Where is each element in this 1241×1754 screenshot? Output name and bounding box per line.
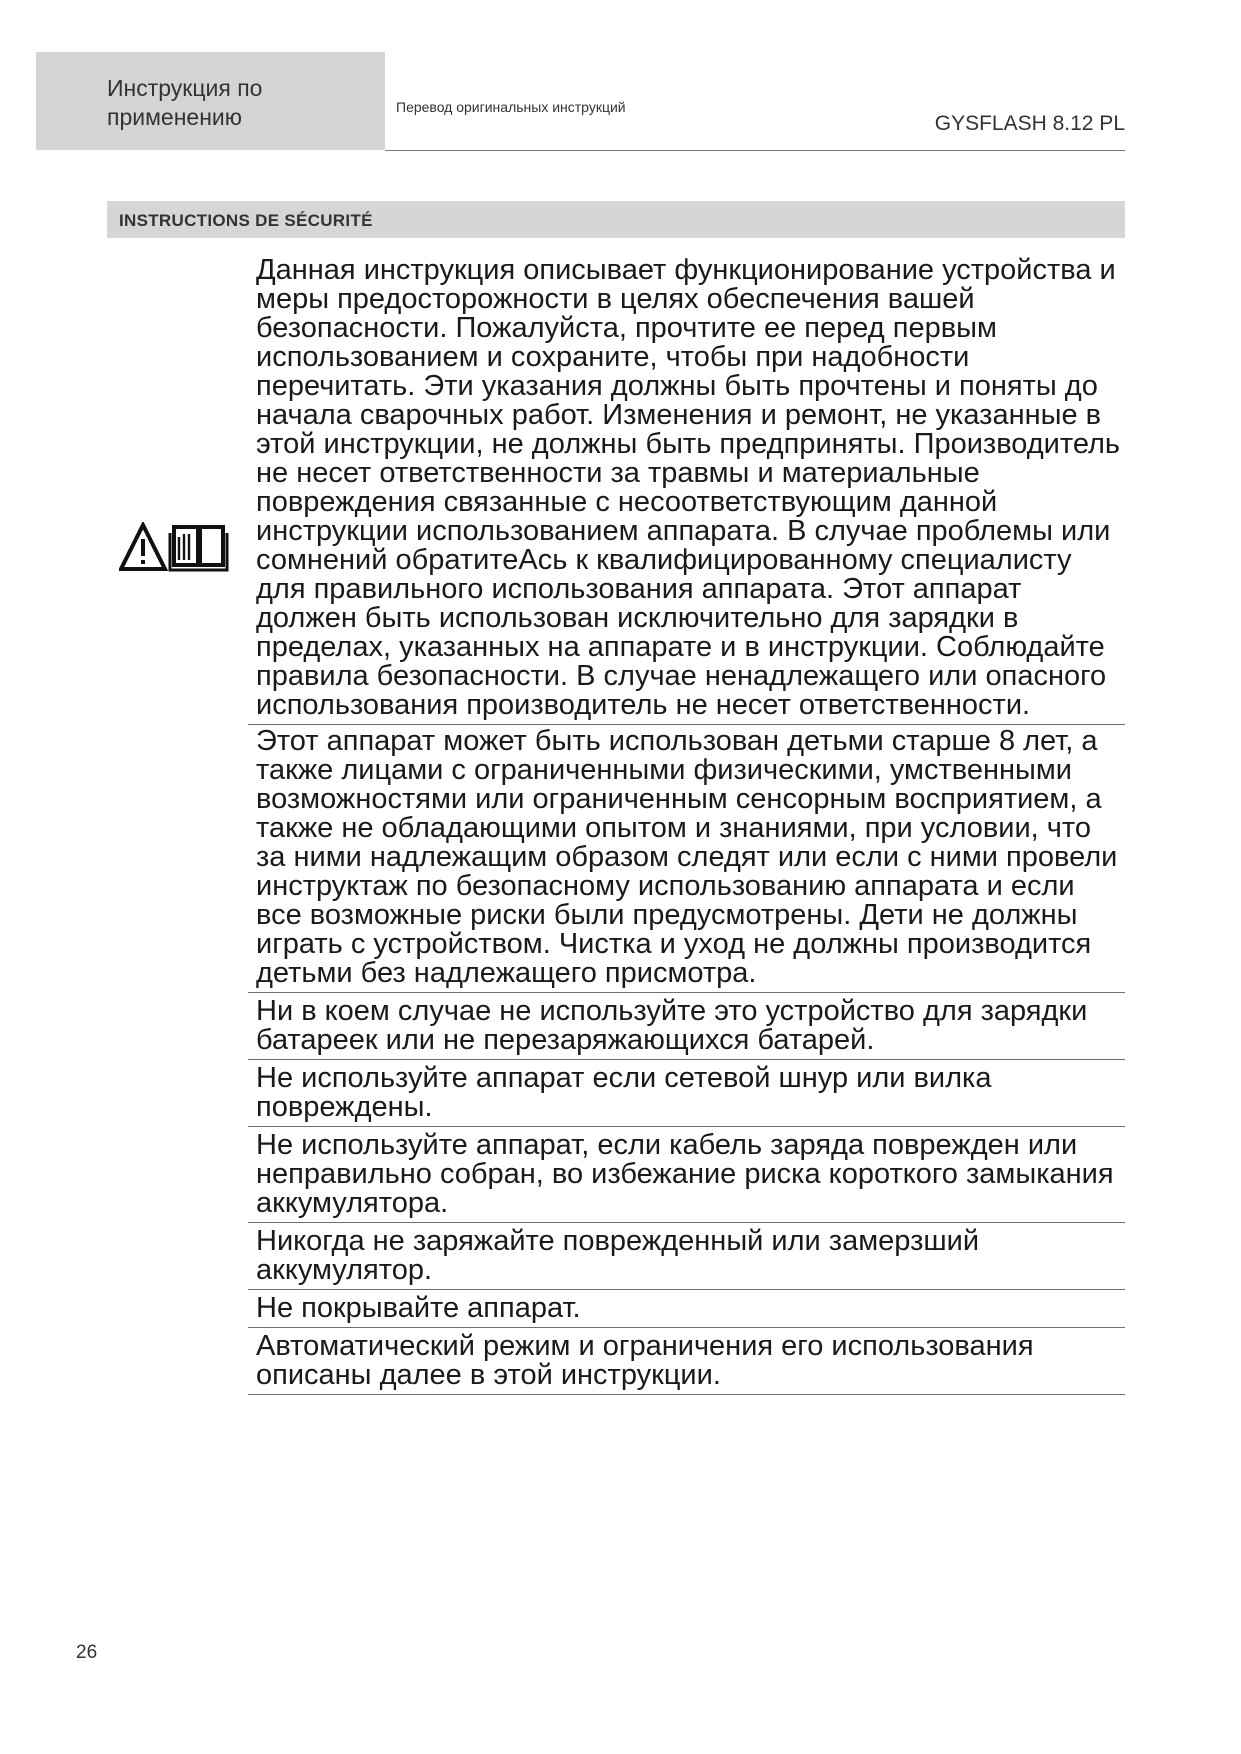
section-title: INSTRUCTIONS DE SÉCURITÉ <box>119 211 373 230</box>
manual-book-icon <box>170 527 227 570</box>
header-subtitle: Перевод оригинальных инструкций <box>396 99 626 115</box>
header-title: Инструкция по применению <box>107 75 263 130</box>
header-model: GYSFLASH 8.12 PL <box>934 112 1125 135</box>
instruction-item-1: Данная инструкция описывает функционирование устройства и меры предосторожности в целях обеспечения вашей безопасности. Пожалуйста, прочтите ее перед первым использованием и сохраните, чтобы при надобности перечитать. Эти указания должны быть прочтены и поняты до начала сварочных работ. Изменения и ремонт, не указанные в этой инструкции, не должны быть предприняты. Производитель не несет ответственности за травмы и материальные повреждения связанные с несоответствующим данной инструкции использованием аппарата. В случае проблемы или сомнений обратитеAсь к квалифицированному специалисту для правильного использования аппарата. Этот аппарат должен быть использован исключительно для зарядки в пределах, указанных на аппарате и в инструкции. Соблюдайте правила безопасности. В случае ненадлежащего или опасного использования производитель не несет ответственности. <box>248 254 1125 725</box>
page-number: 26 <box>76 1642 98 1663</box>
safety-instructions-list <box>248 254 1125 1395</box>
header-title-box <box>36 52 385 150</box>
instruction-item-3: Ни в коем случае не используйте это устройство для зарядки батареек или не перезаряжающихся батарей. <box>248 993 1125 1060</box>
instruction-item-8: Автоматический режим и ограничения его использования описаны далее в этой инструкции. <box>248 1328 1125 1395</box>
warning-triangle-icon <box>121 525 165 569</box>
instruction-item-5: Не используйте аппарат, если кабель заряда поврежден или неправильно собран, во избежание риска короткого замыкания аккумулятора. <box>248 1127 1125 1223</box>
header-divider <box>385 150 1125 151</box>
instruction-item-2: Этот аппарат может быть использован детьми старше 8 лет, а также лицами с ограниченными физическими, умственными возможностями или ограниченным сенсорным восприятием, а также не обладающими опытом и знаниями, при условии, что за ними надлежащим образом следят или если с ними провели инструктаж по безопасному использованию аппарата и если все возможные риски были предусмотрены. Дети не должны играть с устройством. Чистка и уход не должны производится детьми без надлежащего присмотра. <box>248 725 1125 993</box>
section-header-bar <box>107 201 1125 238</box>
warning-icons <box>119 522 239 574</box>
instruction-item-4: Не используйте аппарат если сетевой шнур или вилка повреждены. <box>248 1060 1125 1127</box>
instruction-item-7: Не покрывайте аппарат. <box>248 1290 1125 1328</box>
instruction-item-6: Никогда не заряжайте поврежденный или замерзший аккумулятор. <box>248 1223 1125 1290</box>
